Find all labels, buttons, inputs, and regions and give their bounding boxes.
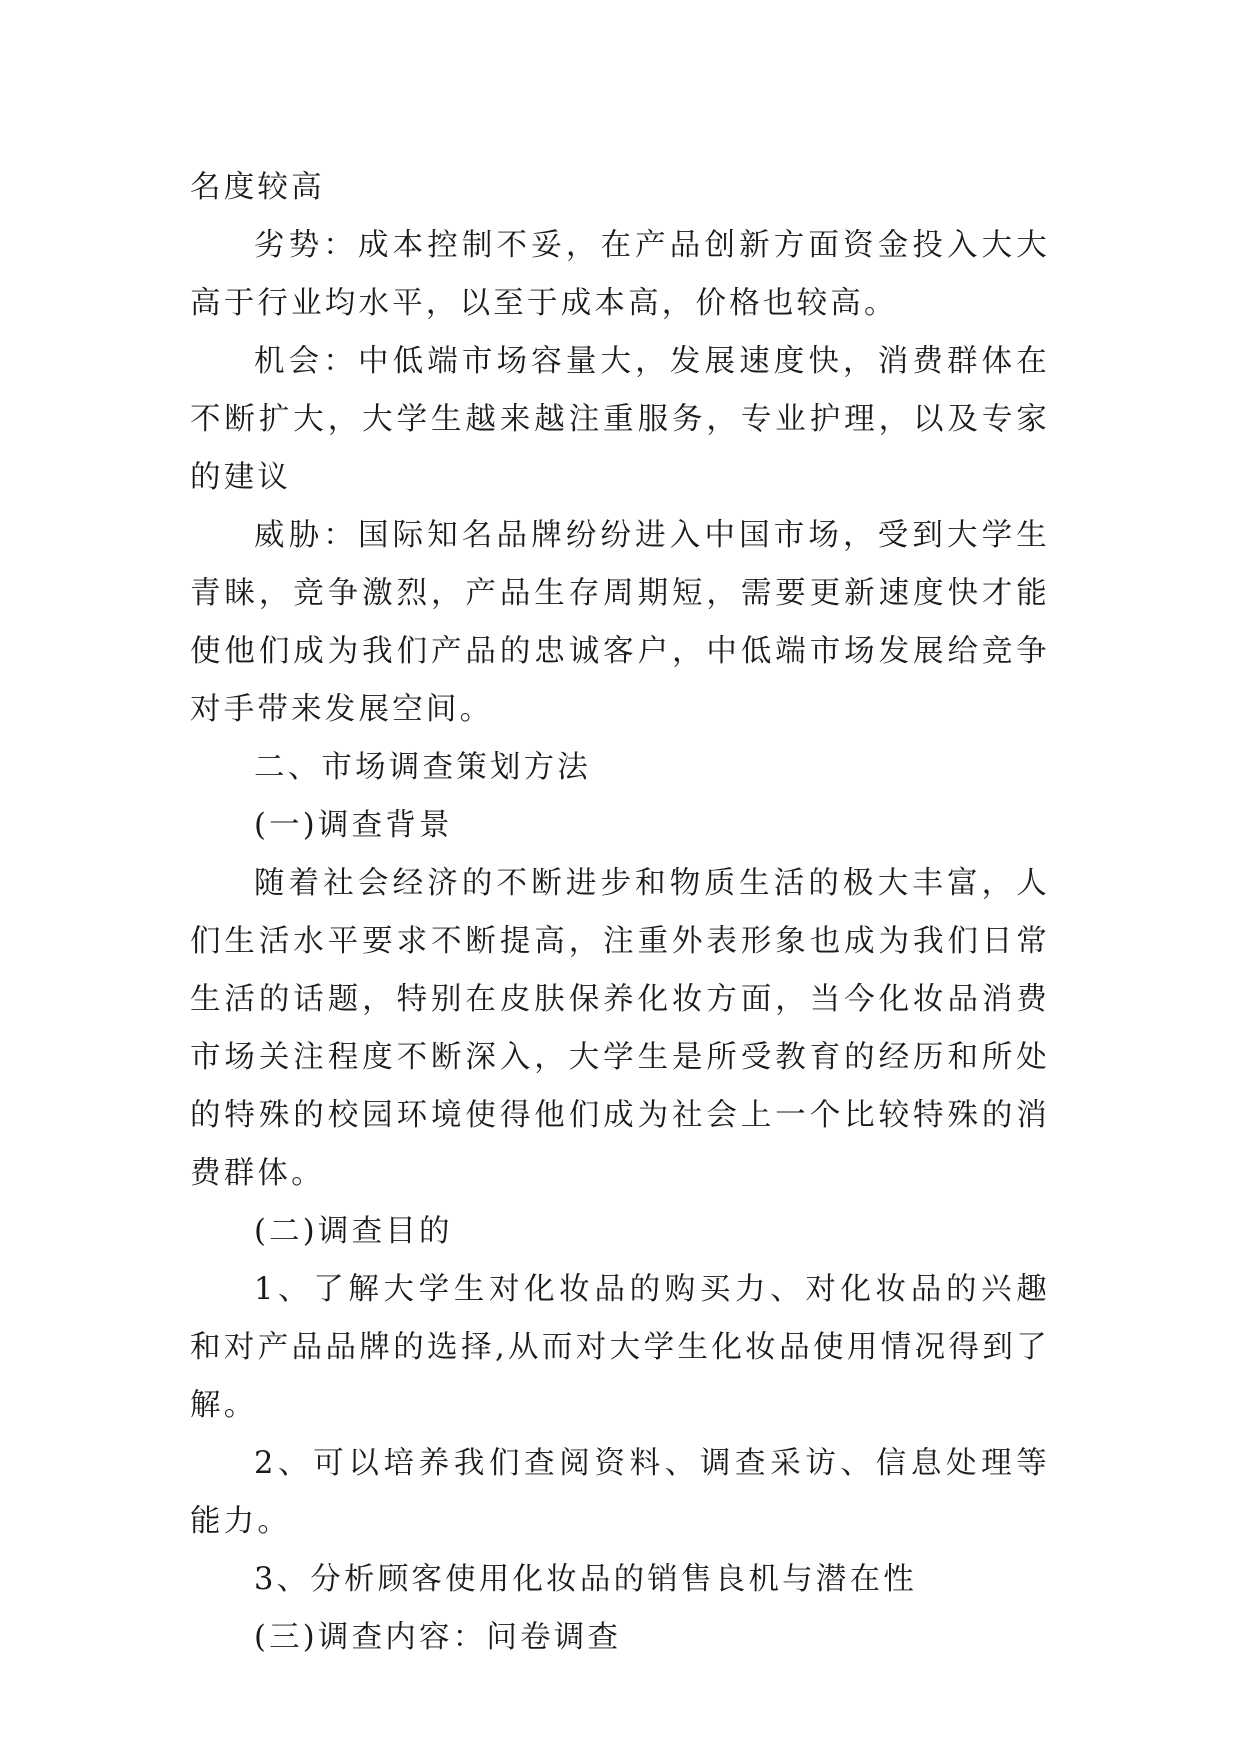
subheading-background: (一)调查背景 [254,808,453,843]
document-body [190,159,1050,1667]
paragraph-weakness: 劣势：成本控制不妥，在产品创新方面资金投入大大高于行业均水平，以至于成本高，价格也较高。 [190,228,1050,321]
list-item-purpose-1: 1、了解大学生对化妆品的购买力、对化妆品的兴趣和对产品品牌的选择,从而对大学生化妆品使用情况得到了解。 [190,1272,1050,1423]
section-heading-research-method: 二、市场调查策划方法 [254,750,591,785]
paragraph-opportunity: 机会：中低端市场容量大，发展速度快，消费群体在不断扩大，大学生越来越注重服务，专业护理，以及专家的建议 [190,344,1050,495]
paragraph-background: 随着社会经济的不断进步和物质生活的极大丰富，人们生活水平要求不断提高，注重外表形象也成为我们日常生活的话题，特别在皮肤保养化妆方面，当今化妆品消费市场关注程度不断深入，大学生是所受教育的经历和所处的特殊的校园环境使得他们成为社会上一个比较特殊的消费群体。 [190,866,1050,1191]
paragraph-threat: 威胁：国际知名品牌纷纷进入中国市场，受到大学生青睐，竞争激烈，产品生存周期短，需要更新速度快才能使他们成为我们产品的忠诚客户，中低端市场发展给竞争对手带来发展空间。 [190,518,1050,727]
subheading-purpose: (二)调查目的 [254,1214,453,1249]
list-item-purpose-3: 3、分析顾客使用化妆品的销售良机与潜在性 [254,1562,917,1597]
paragraph-continuation: 名度较高 [190,170,325,205]
list-item-purpose-2: 2、可以培养我们查阅资料、调查采访、信息处理等能力。 [190,1446,1050,1539]
subheading-content: (三)调查内容：问卷调查 [254,1620,622,1655]
